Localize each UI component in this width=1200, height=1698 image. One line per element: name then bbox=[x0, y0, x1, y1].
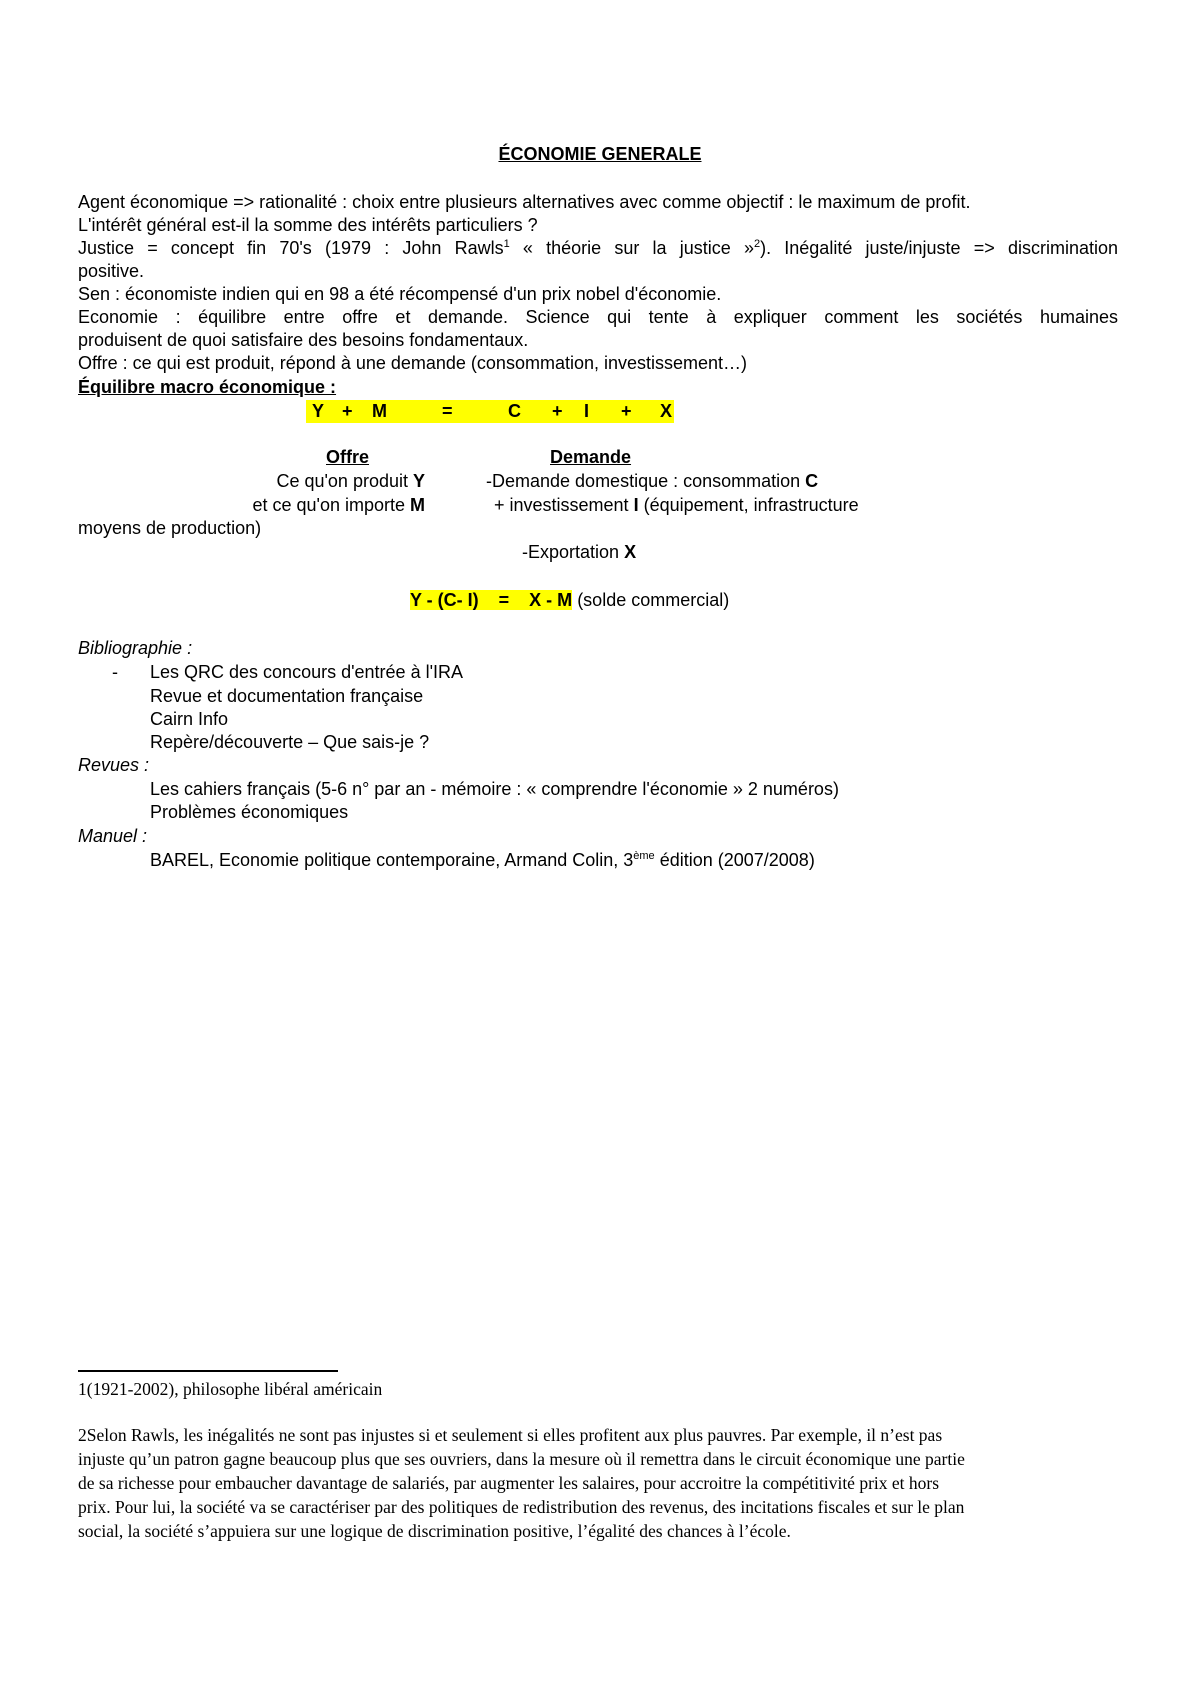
bibliographie-item: Repère/découverte – Que sais-je ? bbox=[150, 732, 430, 752]
footnote-2-line: prix. Pour lui, la société va se caractériser par des politiques de redistribution des revenus, des incitations fiscales et sur le plan bbox=[78, 1497, 965, 1517]
bullet-dash: - bbox=[112, 662, 118, 682]
investissement-detail: (équipement, infrastructure bbox=[638, 495, 859, 515]
formula-term: + bbox=[342, 401, 353, 421]
demande-investissement bbox=[494, 494, 859, 517]
exportation-text: -Exportation bbox=[522, 542, 625, 562]
bibliographie-heading: Bibliographie : bbox=[78, 638, 193, 658]
var-x: X bbox=[624, 542, 637, 562]
offre-heading: Offre bbox=[326, 447, 370, 467]
revues-item: Les cahiers français (5-6 n° par an - mémoire : « comprendre l'économie » 2 numéros) bbox=[150, 779, 839, 799]
agent-line: Agent économique => rationalité : choix entre plusieurs alternatives avec comme objectif : le maximum de profit. bbox=[78, 192, 971, 212]
bibliographie-item: Revue et documentation française bbox=[150, 686, 424, 706]
economie-line: Economie : équilibre entre offre et demande. Science qui tente à expliquer comment les sociétés humaines bbox=[78, 307, 1118, 327]
footnote-2-line: injuste qu’un patron gagne beaucoup plus que ses ouvriers, dans la mesure où il remettra dans le circuit économique une partie bbox=[78, 1449, 965, 1469]
offre-importe bbox=[0, 494, 425, 517]
investissement-text: + investissement bbox=[494, 495, 634, 515]
demande-domestique-text: -Demande domestique : consommation bbox=[486, 471, 806, 491]
justice-line-cont: positive. bbox=[78, 261, 145, 281]
formula-term: Y bbox=[312, 401, 325, 421]
formula-solde-note: (solde commercial) bbox=[572, 590, 730, 610]
formula-term: = bbox=[442, 401, 453, 421]
manuel-item-text: BAREL, Economie politique contemporaine, Armand Colin, 3 bbox=[150, 850, 634, 870]
manuel-heading: Manuel : bbox=[78, 826, 148, 846]
demande-heading: Demande bbox=[550, 447, 632, 467]
revues-item: Problèmes économiques bbox=[150, 802, 349, 822]
footnote-separator bbox=[78, 1370, 338, 1372]
footnote-1: 1(1921-2002), philosophe libéral américain bbox=[78, 1379, 383, 1399]
formula-equilibre bbox=[306, 400, 674, 423]
formula-solde bbox=[410, 589, 729, 612]
formula-term: + bbox=[621, 401, 632, 421]
interet-line: L'intérêt général est-il la somme des intérêts particuliers ? bbox=[78, 215, 538, 235]
investissement-cont: moyens de production) bbox=[78, 518, 262, 538]
sen-line: Sen : économiste indien qui en 98 a été récompensé d'un prix nobel d'économie. bbox=[78, 284, 722, 304]
justice-text-c: ). Inégalité juste/injuste => discrimination bbox=[760, 238, 1119, 258]
economie-line-cont: produisent de quoi satisfaire des besoins fondamentaux. bbox=[78, 330, 529, 350]
var-y: Y bbox=[412, 471, 425, 491]
offre-produit-text: Ce qu'on produit bbox=[276, 471, 413, 491]
formula-term: + bbox=[552, 401, 563, 421]
bibliographie-item: Les QRC des concours d'entrée à l'IRA bbox=[150, 662, 464, 682]
var-i: I bbox=[633, 495, 639, 515]
justice-text-a: Justice = concept fin 70's (1979 : John Rawls bbox=[78, 238, 504, 258]
formula-solde-equation: Y - (C- I) = X - M bbox=[410, 590, 573, 610]
bibliographie-item: Cairn Info bbox=[150, 709, 229, 729]
justice-text-b: « théorie sur la justice » bbox=[509, 238, 754, 258]
footnote-ref-1[interactable]: 1 bbox=[503, 238, 510, 250]
formula-term: M bbox=[372, 401, 387, 421]
equilibre-heading: Équilibre macro économique : bbox=[78, 377, 337, 397]
manuel-item-edition: édition (2007/2008) bbox=[654, 850, 815, 870]
manuel-item-sup: ème bbox=[633, 850, 655, 862]
footnote-2-line: de sa richesse pour embaucher davantage de salariés, par augmenter les salaires, pour accroitre la compétitivité prix et hors bbox=[78, 1473, 940, 1493]
var-m: M bbox=[410, 495, 425, 515]
formula-term: C bbox=[508, 401, 521, 421]
offre-definition: Offre : ce qui est produit, répond à une demande (consommation, investissement…) bbox=[78, 353, 748, 373]
footnote-2-line: 2Selon Rawls, les inégalités ne sont pas injustes si et seulement si elles profitent aux plus pauvres. Par exemple, il n’est pas bbox=[78, 1425, 943, 1445]
offre-produit bbox=[0, 470, 425, 493]
demande-domestique bbox=[486, 470, 818, 493]
revues-heading: Revues : bbox=[78, 755, 150, 775]
var-c: C bbox=[805, 471, 819, 491]
page-title: ÉCONOMIE GENERALE bbox=[498, 144, 702, 164]
formula-term: I bbox=[584, 401, 590, 421]
footnote-ref-2[interactable]: 2 bbox=[753, 238, 761, 250]
formula-term: X bbox=[660, 401, 673, 421]
justice-line bbox=[78, 237, 1118, 260]
manuel-item bbox=[150, 849, 815, 872]
footnote-2-line: social, la société s’appuiera sur une logique de discrimination positive, l’égalité des chances à l’école. bbox=[78, 1521, 791, 1541]
exportation-line bbox=[522, 541, 636, 564]
offre-importe-text: et ce qu'on importe bbox=[252, 495, 410, 515]
